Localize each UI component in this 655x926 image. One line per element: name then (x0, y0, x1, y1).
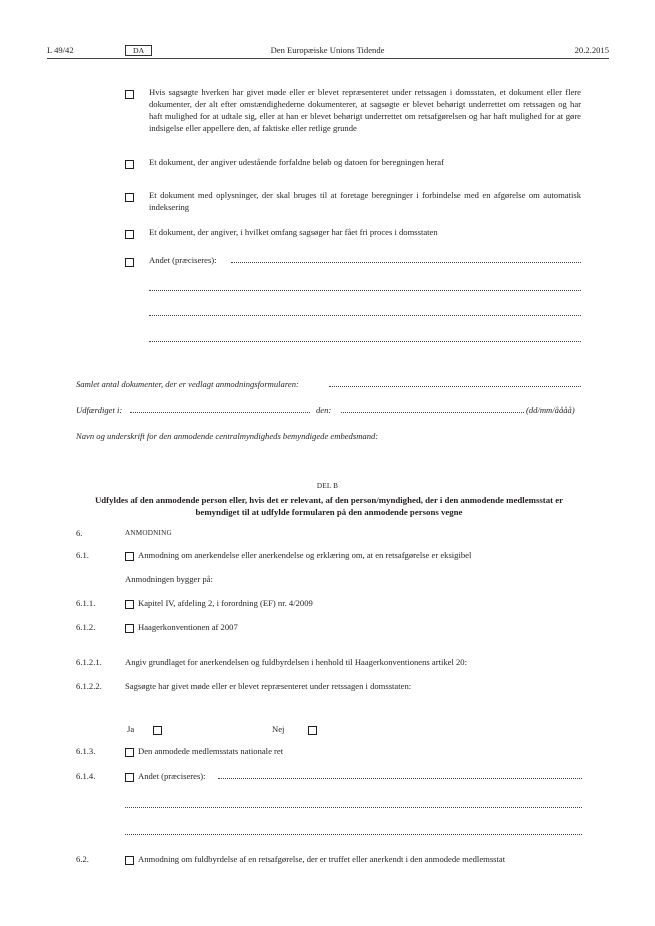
item-number-6-1-2-1: 6.1.2.1. (76, 657, 102, 667)
part-b-subheading: Udfyldes af den anmodende person eller, hvis det er relevant, af den person/myndighed, der i den anmodende medlemsstat er bemyndiget til at udfylde formularen på den anmodende persons vegne (94, 495, 564, 517)
signature-label: Navn og underskrift for den anmodende centralmyndigheds bemyndigede embedsmand: (76, 431, 379, 441)
other-specify-line-4[interactable] (149, 341, 581, 342)
done-at-field[interactable] (130, 412, 310, 413)
item-number-6-1-2: 6.1.2. (76, 622, 96, 632)
yes-label: Ja (127, 724, 135, 734)
label-6-1-2-1: Angiv grundlaget for anerkendelsen og fuldbyrdelsen i henhold til Haagerkonventionens artikel 20: (125, 657, 467, 667)
checkbox-6-1-2[interactable] (125, 624, 134, 633)
label-6-1-2: Haagerkonventionen af 2007 (138, 622, 238, 632)
attachment-label-3: Et dokument med oplysninger, der skal bruges til at foretage beregninger i forbindelse med en afgørelse om automatisk indeksering (149, 190, 581, 212)
attachment-checkbox-1[interactable] (125, 90, 134, 99)
item-number-6-1-1: 6.1.1. (76, 598, 96, 608)
item-number-6-1-2-2: 6.1.2.2. (76, 681, 102, 691)
item-number-6-1: 6.1. (76, 550, 89, 560)
other-basis-line-3[interactable] (125, 834, 582, 835)
attachment-label-1: Hvis sagsøgte hverken har givet møde eller er blevet repræsenteret under retssagen i domsstaten, et dokument eller flere dokumenter, der alt efter omstændighederne dokumenterer, at sagsøgte er blevet behørigt underrettet om retssagen og har haft mulighed for at udtale sig, eller at han er blevet behørigt underrettet om retsafgørelsen og har haft mulighed for at gøre indsigelse eller appellere den, af faktiske eller retlige grunde (149, 87, 581, 133)
attachment-checkbox-2[interactable] (125, 160, 134, 169)
other-basis-line-2[interactable] (125, 807, 582, 808)
no-checkbox[interactable] (308, 726, 317, 735)
yes-checkbox[interactable] (153, 726, 162, 735)
total-docs-field[interactable] (329, 386, 581, 387)
part-b-heading: DEL B (316, 482, 339, 490)
label-6-1-3: Den anmodede medlemsstats nationale ret (138, 746, 284, 756)
item-number-6-1-3: 6.1.3. (76, 746, 96, 756)
page-reference: L 49/42 (47, 45, 74, 55)
checkbox-6-1-3[interactable] (125, 748, 134, 757)
no-label: Nej (272, 724, 285, 734)
checkbox-6-1[interactable] (125, 552, 134, 561)
other-specify-line-3[interactable] (149, 315, 581, 316)
total-docs-label: Samlet antal dokumenter, der er vedlagt anmodningsformularen: (76, 379, 299, 389)
language-badge: DA (125, 45, 152, 56)
header-divider (47, 58, 609, 59)
label-6-1: Anmodning om anerkendelse eller anerkendelse og erklæring om, at en retsafgørelse er eksigibel (138, 550, 472, 560)
item-number-6-2: 6.2. (76, 854, 89, 864)
attachment-checkbox-3[interactable] (125, 193, 134, 202)
other-specify-line-1[interactable] (231, 262, 581, 263)
item-number-6-1-4: 6.1.4. (76, 771, 96, 781)
other-specify-line-2[interactable] (149, 290, 581, 291)
journal-title: Den Europæiske Unions Tidende (270, 45, 385, 55)
publication-date: 20.2.2015 (574, 45, 609, 55)
done-at-label: Udfærdiget i: (76, 405, 123, 415)
label-6-1-4: Andet (præciseres): (138, 771, 206, 781)
checkbox-6-2[interactable] (125, 856, 134, 865)
attachment-label-other: Andet (præciseres): (149, 255, 217, 265)
other-basis-line-1[interactable] (218, 778, 582, 779)
attachment-label-2: Et dokument, der angiver udestående forfaldne beløb og datoen for beregningen heraf (149, 157, 444, 167)
checkbox-6-1-4[interactable] (125, 773, 134, 782)
date-format-hint: (dd/mm/åååå) (526, 405, 575, 415)
label-6-1-1: Kapitel IV, afdeling 2, i forordning (EF) nr. 4/2009 (138, 598, 313, 608)
label-6-1-2-2: Sagsøgte har givet møde eller er blevet repræsenteret under retssagen i domsstaten: (125, 681, 412, 691)
date-field[interactable] (341, 412, 524, 413)
section-title: ANMODNING (125, 529, 172, 537)
label-6-2: Anmodning om fuldbyrdelse af en retsafgørelse, der er truffet eller anerkendt i den anmodede medlemsstat (138, 854, 506, 864)
attachment-checkbox-4[interactable] (125, 230, 134, 239)
section-number: 6. (76, 528, 83, 538)
checkbox-6-1-1[interactable] (125, 600, 134, 609)
date-label: den: (316, 405, 332, 415)
request-basis-label: Anmodningen bygger på: (125, 574, 213, 584)
attachment-checkbox-other[interactable] (125, 258, 134, 267)
attachment-label-4: Et dokument, der angiver, i hvilket omfang sagsøger har fået fri proces i domsstaten (149, 227, 438, 237)
